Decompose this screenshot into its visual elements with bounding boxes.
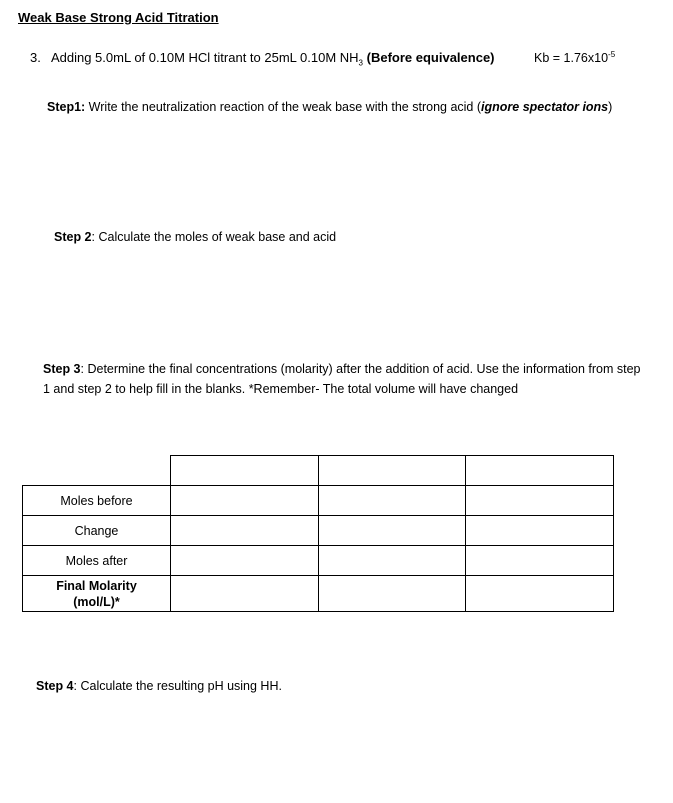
table-cell[interactable] [170,545,319,576]
kb-exponent: -5 [608,49,616,59]
step1-label: Step1: [47,100,86,114]
step1-text: Write the neutralization reaction of the weak base with the strong acid ( [85,100,482,114]
row-label-moles-after: Moles after [22,545,171,576]
step4-instruction [36,679,282,693]
step1-instruction [47,100,612,114]
table-cell[interactable] [318,485,466,516]
table-cell[interactable] [465,515,614,546]
step2-instruction [54,230,336,244]
kb-label: Kb = 1.76x10 [534,51,609,65]
row-label-final-molarity [22,575,171,612]
table-cell[interactable] [170,485,319,516]
table-header-cell-2[interactable] [318,455,466,486]
table-cell[interactable] [170,515,319,546]
step1-italic: ignore spectator ions [481,100,609,114]
question-text: Adding 5.0mL of 0.10M HCl titrant to 25mL 0.10M NH [50,50,359,65]
question-number: 3. [30,50,41,65]
table-cell[interactable] [318,575,466,612]
step2-label: Step 2 [54,230,92,244]
step1-end: ) [608,100,613,114]
step3-instruction [43,359,643,399]
kb-value [534,51,615,65]
step3-text: : Determine the final concentrations (molarity) after the addition of acid. Use the information from step 1 and step 2 to help fill in the blanks. *Remember- The total volume will have changed [43,362,641,396]
question-note: (Before equivalence) [366,50,495,65]
page-title: Weak Base Strong Acid Titration [18,10,219,25]
step3-label: Step 3 [43,362,81,376]
question-subscript: 3 [358,58,363,68]
table-cell[interactable] [170,575,319,612]
step2-text: : Calculate the moles of weak base and acid [91,230,337,244]
step4-label: Step 4 [36,679,74,693]
row-label-change: Change [22,515,171,546]
table-cell[interactable] [465,545,614,576]
final-molarity-line1: Final Molarity [56,578,137,593]
step4-text: : Calculate the resulting pH using HH. [73,679,282,693]
table-cell[interactable] [318,545,466,576]
table-cell[interactable] [318,515,466,546]
row-label-moles-before: Moles before [22,485,171,516]
table-cell[interactable] [465,485,614,516]
final-molarity-line2: (mol/L)* [73,594,120,609]
question-3 [30,50,495,68]
table-header-cell-3[interactable] [465,455,614,486]
table-header-cell-1[interactable] [170,455,319,486]
table-cell[interactable] [465,575,614,612]
